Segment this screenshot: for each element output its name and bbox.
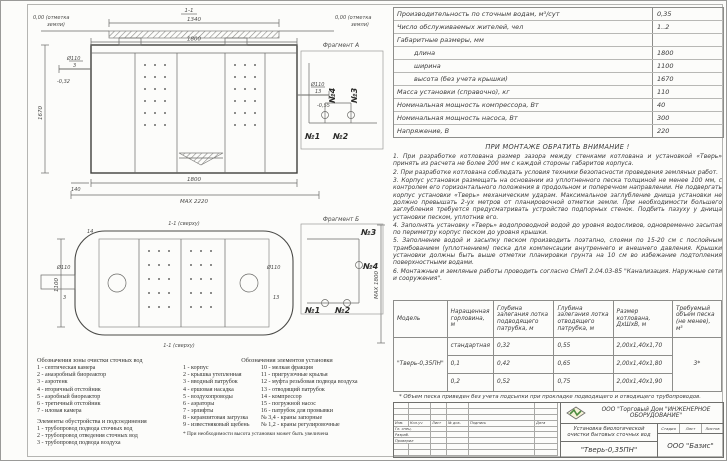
- fragment-b-n2: №2: [335, 306, 351, 315]
- fragment-a-n2: №2: [333, 132, 349, 141]
- cell: стандартная: [447, 338, 493, 356]
- legend-components-title: Обозначения элементов установки: [241, 357, 333, 364]
- section-view: [33, 8, 372, 205]
- stamp-header-izm: Изм.: [394, 421, 409, 427]
- list-item: 4 - вторичный отстойник: [37, 386, 101, 393]
- fragment-a-n4: №4: [328, 87, 337, 103]
- fragment-a: [301, 43, 383, 149]
- table-row: [394, 125, 723, 137]
- spec-label: Масса установки (справочно), кг: [397, 88, 510, 96]
- table-row: [394, 8, 723, 21]
- fragment-b: [301, 217, 383, 315]
- cell: 0,2: [447, 374, 493, 392]
- cell: 0,52: [494, 374, 554, 392]
- stamp-header-list: Лист: [431, 421, 447, 427]
- fragment-b-n4: №4: [363, 262, 379, 271]
- dim-max-1800: MAX 1800: [374, 270, 380, 300]
- dim-1670: 1670: [38, 106, 44, 120]
- note-item: 4. Заполнять установку «Тверь» водопроводной водой до уровня водосливов, одновременно засыпая по периметру корпус песком до уровня крышки.: [393, 221, 722, 237]
- list-item: 1 - трубопровод подвода сточных вод: [37, 426, 133, 433]
- note-item: 3. Корпус установки размещать на основании из уплотненного песка толщиной не менее 100 мм, с контролем его горизонтального положения в продольном и поперечном направлении. Не подвергать корпус установки «Тверь» механическим ударам. Максимальное заглубление днища установки не должно превышать 2-ух метров от планировочной отметки земли. При необходимости большего заглубления требуется предусматривать устройство подпорных стенок. Подбить пазуху у днища установки песком, уплотнив его.: [393, 176, 722, 221]
- list-item: 3 - вводный патрубок: [183, 379, 238, 386]
- outlet-callout: Ø110: [311, 82, 325, 88]
- list-item: 10 - мелкая фракция: [261, 365, 313, 372]
- spec-label: Габаритные размеры, мм: [397, 36, 484, 44]
- stamp-header-podpis: Подпись: [469, 421, 535, 427]
- cell: 0,42: [494, 356, 554, 374]
- dim-max-2220: MAX 2220: [179, 199, 209, 205]
- sand-cell: 3*: [672, 338, 721, 392]
- spec-value: 1670: [652, 73, 723, 85]
- table-row: [394, 86, 723, 99]
- section-title: 1-1: [184, 8, 194, 14]
- col-header: Наращенная горловина, м: [447, 301, 493, 338]
- dim-1800-bottom: 1800: [187, 177, 201, 183]
- col-header: Размер котлована, ДхШхВ, м: [613, 301, 672, 338]
- table-row: [394, 34, 723, 47]
- note-item: 6. Монтажные и земляные работы проводить согласно СНиП 2.04.03-85 "Канализация. Наружные сети и сооружения".: [393, 267, 722, 283]
- spec-table: [393, 7, 724, 138]
- company-name: ООО "Торговый Дом "ИНЖЕНЕРНОЕ ОБОРУДОВАНИЕ": [601, 407, 711, 419]
- inlet-callout-num: 3: [73, 63, 77, 69]
- legend-connections-title: Элементы обустройства и подсоединения: [37, 417, 147, 425]
- list-item: 9 - известняковый щебень: [183, 421, 250, 428]
- table-row: [394, 73, 723, 86]
- outlet-callout-num: 13: [315, 89, 322, 95]
- outlet-level: -0,55: [317, 103, 330, 109]
- list-item: 3 - трубопровод подвода воздуха: [37, 440, 121, 447]
- list-item: 7 - иловая камера: [37, 407, 82, 414]
- fragment-a-n1: №1: [305, 132, 321, 141]
- dim-1340: 1340: [187, 17, 201, 23]
- table-row: [394, 99, 723, 112]
- cell: 2,00х1,40х1,80: [613, 356, 672, 374]
- list-item: 5 - аэробный биореактор: [37, 393, 101, 400]
- inlet-callout: Ø110: [67, 56, 81, 62]
- aerator-dots-right: [234, 64, 256, 126]
- spec-value: [652, 34, 723, 46]
- spec-value: 220: [652, 125, 723, 137]
- plan-mark-top: 1-1 (сверху): [168, 221, 200, 227]
- list-item: 4 - ершовая насадка: [183, 386, 234, 393]
- legend-components-col2: [261, 365, 391, 429]
- drawing-subject: Установка биологической очистки бытовых сточных вод: [561, 424, 657, 442]
- list-item: 6 - третичный отстойник: [37, 400, 101, 407]
- drawing-svg: [29, 3, 391, 355]
- spec-value: 0,35: [652, 8, 723, 20]
- legend-components: [183, 357, 391, 437]
- table-row: [394, 338, 722, 356]
- installation-notes-title: ПРИ МОНТАЖЕ ОБРАТИТЬ ВНИМАНИЕ !: [485, 143, 630, 151]
- ground-mark-left-2: земли): [47, 22, 65, 28]
- title-block: [393, 402, 724, 458]
- spec-label: Напряжение, В: [397, 127, 450, 135]
- list-item: № 3,4 - краны запорные: [261, 414, 323, 421]
- spec-value: 300: [652, 112, 723, 124]
- plan-callout-left: Ø110: [57, 265, 71, 271]
- ground-mark-left-1: 0,00 (отметка: [33, 15, 70, 21]
- list-item: № 1,2 - краны регулировочные: [261, 421, 340, 428]
- ground-mark-right-1: 0,00 (отметка: [335, 15, 372, 21]
- cell: 2,00х1,40х1,70: [613, 338, 672, 356]
- dim-140: 140: [71, 187, 81, 193]
- stamp-header-koluch: Кол.уч: [409, 421, 431, 427]
- list-item: 2 - крышка утепленная: [183, 372, 242, 379]
- list-item: 1 - корпус: [183, 365, 209, 372]
- plan-compressor-num: 14: [87, 229, 94, 235]
- stage-label: Стадия: [658, 424, 680, 433]
- excavation-table: [393, 300, 722, 400]
- spec-value: 1100: [652, 60, 723, 72]
- plan-callout-left-num: 3: [63, 295, 67, 301]
- list-item: 13 - отводящий патрубок: [261, 386, 325, 393]
- aerator-dots-left: [144, 64, 166, 126]
- fragment-a-title: Фрагмент А: [322, 43, 360, 49]
- spec-label: Номинальная мощность компрессора, Вт: [397, 101, 539, 109]
- stamp-grid: [394, 403, 561, 457]
- col-header: Глубина залегания лотка отводящего патрубка, м: [554, 301, 613, 338]
- spec-label: Число обслуживаемых жителей, чел: [397, 23, 524, 31]
- col-header: Модель: [394, 301, 448, 338]
- plan-mark-bottom: 1-1 (сверху): [163, 343, 195, 349]
- sheets-label: Листов: [705, 426, 720, 431]
- sheet-label: Лист: [680, 424, 702, 433]
- list-item: 2 - анаэробный биореактор: [37, 372, 107, 379]
- stage-header: [658, 424, 723, 434]
- note-item: 1. При разработке котлована размер зазора между стенками котлована и установкой «Тверь» принять из расчета не более 200 мм с каждой стороны габаритов корпуса.: [393, 153, 722, 168]
- spec-value: 110: [652, 86, 723, 98]
- cell: 2,00х1,40х1,90: [613, 374, 672, 392]
- spec-value: 1800: [652, 47, 723, 59]
- spec-label: длина: [414, 49, 436, 57]
- fragment-b-title: Фрагмент Б: [322, 217, 360, 223]
- technical-drawing-area: [29, 3, 391, 359]
- model-cell: "Тверь-0,35ПН": [394, 338, 448, 392]
- list-item: 11 - пригрузочные крылья: [261, 372, 328, 379]
- legend-zones-title: Обозначения зоны очистки сточных вод: [37, 357, 143, 364]
- plan-callout-right-num: 13: [273, 295, 280, 301]
- col-header: Требуемый объем песка (не менее), м³: [672, 301, 721, 338]
- cell: 0,32: [494, 338, 554, 356]
- ground-mark-right-2: земли): [351, 22, 369, 28]
- list-item: 12 - муфта резьбовая подвода воздуха: [261, 379, 358, 386]
- legend-footnote: * При необходимости высота установки может быть увеличена: [183, 431, 329, 438]
- list-item: 8 - керамзитовая загрузка: [183, 414, 248, 421]
- list-item: 1 - септическая камера: [37, 365, 96, 372]
- spec-value: 1..2: [652, 21, 723, 33]
- plan-dots-right: [190, 250, 212, 308]
- legend-zones: [37, 357, 185, 447]
- inlet-level: -0,32: [57, 79, 70, 85]
- stamp-row-label: Разраб.: [394, 432, 431, 438]
- media-fill: [179, 153, 223, 165]
- list-item: 16 - патрубок для промывки: [261, 407, 333, 414]
- stamp-row-label: Проверил: [394, 438, 431, 444]
- plan-view: [41, 221, 385, 349]
- organization-name: ООО "Базис": [667, 441, 714, 450]
- spec-label: ширина: [414, 62, 441, 70]
- fragment-b-n3: №3: [361, 228, 377, 237]
- table-row: [394, 60, 723, 73]
- dim-1800-top: 1800: [187, 36, 201, 43]
- table-footnote: * Объем песка приведен без учета подсыпки при прокладке подводящего и отводящего трубопроводов.: [399, 394, 702, 400]
- installation-notes: [393, 143, 722, 283]
- stamp-row-label: Гл. спец.: [394, 427, 431, 433]
- list-item: 14 - компрессор: [261, 393, 302, 400]
- table-row: [394, 21, 723, 34]
- table-header-row: [394, 301, 722, 338]
- stamp-header-data: Дата: [535, 421, 558, 427]
- note-item: 5. Заполнение водой и засыпку песком производить поэтапно, слоями по 15-20 см с послойным трамбованием (уплотнением) песка для компенсации внутреннего и внешнего давления. Крышки установки должны быть выше отметки планировки грунта на 10 см во избежание подтопления поверхностными водами.: [393, 237, 722, 267]
- legend-components-col1: [183, 365, 257, 429]
- model-name: "Тверь-0,35ПН": [580, 445, 638, 454]
- fragment-a-n3: №3: [350, 87, 359, 103]
- list-item: 5 - воздухопроводы: [183, 393, 233, 400]
- spec-label: высота (без учета крышки): [414, 75, 508, 83]
- dim-1100: 1100: [54, 278, 60, 292]
- stamp-header-dok: № док.: [447, 421, 469, 427]
- table-row: [394, 47, 723, 60]
- list-item: 15 - погружной насос: [261, 400, 316, 407]
- list-item: 6 - аэраторы: [183, 400, 215, 407]
- company-logo-icon: [565, 406, 587, 420]
- note-item: 2. При разработке котлована соблюдать условия техники безопасности проведения земляных работ.: [393, 168, 719, 176]
- fragment-b-n1: №1: [305, 306, 321, 315]
- plan-callout-right: Ø110: [267, 265, 281, 271]
- cell: 0,1: [447, 356, 493, 374]
- col-header: Глубина залегания лотка подводящего патрубка, м: [494, 301, 554, 338]
- spec-value: 40: [652, 99, 723, 111]
- spec-label: Номинальная мощность насоса, Вт: [397, 114, 518, 122]
- list-item: 2 - трубопровод отведения сточных вод: [37, 433, 138, 440]
- table-row: [394, 112, 723, 125]
- spec-label: Производительность по сточным водам, м³/сут: [397, 10, 560, 18]
- list-item: 3 - аэротенк: [37, 379, 68, 386]
- cell: 0,75: [554, 374, 613, 392]
- cell: 0,65: [554, 356, 613, 374]
- list-item: 7 - эрлифты: [183, 407, 214, 414]
- cell: 0,55: [554, 338, 613, 356]
- plan-dots-left: [148, 250, 170, 308]
